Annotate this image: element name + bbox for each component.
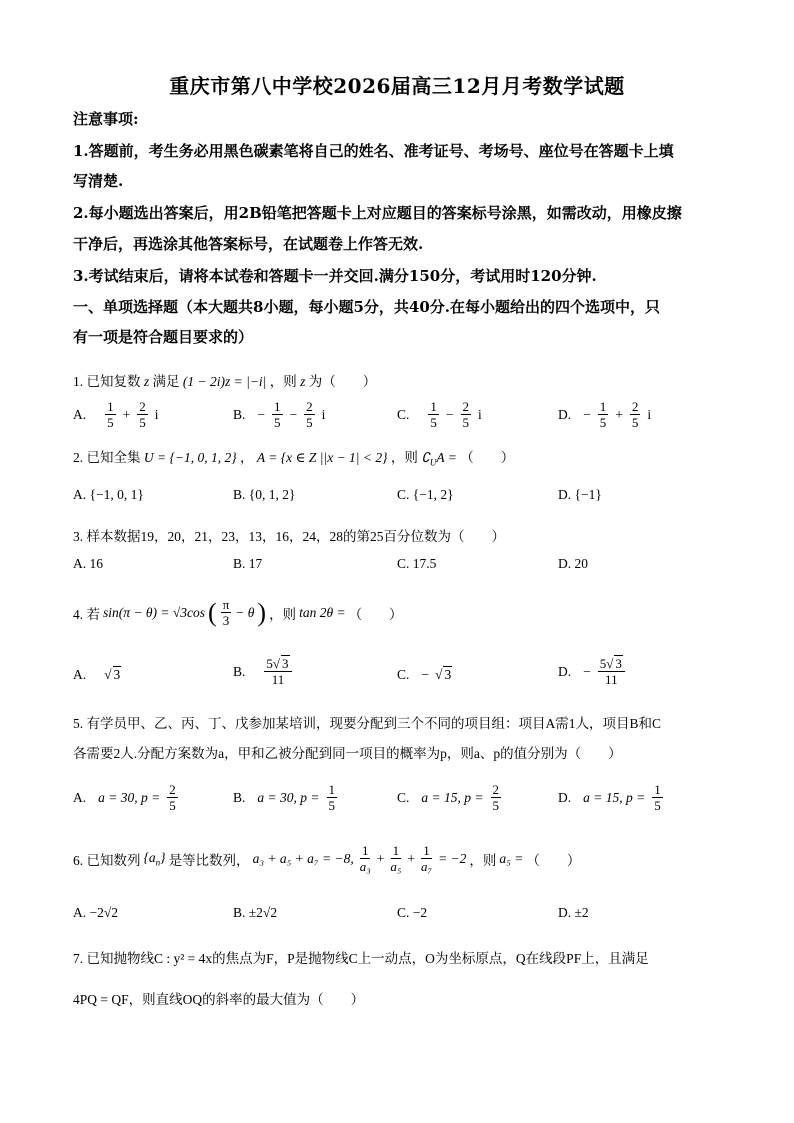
fraction — [105, 400, 116, 429]
operator: − — [289, 406, 298, 422]
complement-symbol: ∁ — [421, 450, 430, 465]
operator: + — [615, 406, 623, 422]
numerator: 1 — [361, 843, 369, 858]
q6-frac-2 — [388, 844, 403, 873]
denominator: a₅ — [390, 859, 402, 874]
fraction — [264, 657, 291, 686]
option-label: A. — [73, 406, 87, 422]
notice-heading: 注意事项: — [73, 110, 139, 128]
radicand: 3 — [113, 667, 121, 682]
q1-equation: (1 − 2i)z = |−i| — [182, 374, 267, 389]
q3-option-c[interactable]: C. 17.5 — [397, 556, 437, 571]
question-5-line-2: 各需要2人.分配方案数为a，甲和乙被分配到同一项目的概率为p，则a、p的值分别为（ ） — [73, 746, 622, 761]
fraction — [428, 400, 439, 429]
fraction — [461, 400, 472, 429]
q2-universal-set: U = {−1, 0, 1, 2} — [143, 450, 237, 465]
option-label: A. — [73, 667, 87, 682]
q4-tail: ，则 — [269, 606, 297, 622]
fraction — [304, 400, 315, 429]
denominator: 5 — [430, 415, 437, 430]
q4-option-b[interactable] — [233, 657, 293, 686]
coefficient: 5 — [266, 656, 273, 671]
q3-options — [73, 556, 733, 586]
q4-end: （ ） — [348, 606, 403, 622]
q6-option-d[interactable]: D. ±2 — [558, 905, 589, 920]
option-expr: a = 30, p = — [98, 789, 161, 805]
fraction — [630, 400, 641, 429]
denominator: 5 — [139, 415, 146, 430]
q6-options — [73, 905, 733, 935]
sqrt: √ 3 — [435, 667, 452, 682]
option-label: A. — [73, 789, 87, 805]
exam-title: 重庆市第八中学校2026届高三12月月考数学试题 — [169, 74, 625, 98]
fraction — [137, 400, 148, 429]
question-5-line-1: 5. 有学员甲、乙、丙、丁、戊参加某培训，现要分配到三个不同的项目组：项目A需1人，项目B和C — [73, 716, 662, 731]
q5-option-c[interactable] — [397, 783, 502, 812]
operator: + — [407, 850, 416, 866]
denominator: a₃ — [359, 859, 371, 874]
q6-option-c[interactable]: C. −2 — [397, 905, 428, 920]
numerator: 2 — [139, 399, 146, 414]
question-4 — [73, 598, 403, 627]
q4-option-d[interactable] — [558, 657, 626, 686]
denominator: a₇ — [421, 859, 433, 874]
q3-option-a[interactable]: A. 16 — [73, 556, 103, 571]
fraction — [598, 400, 609, 429]
q6-mid: 是等比数列， — [168, 852, 250, 868]
option-label: D. — [558, 663, 572, 679]
numerator: 1 — [392, 843, 400, 858]
question-7-line-1: 7. 已知抛物线C : y² = 4x的焦点为F，P是抛物线C上一动点，O为坐标原点，Q在线段PF上，且满足 — [73, 951, 649, 966]
notice-1-line-2: 写清楚. — [73, 172, 124, 190]
denominator: 5 — [328, 798, 335, 813]
option-label: C. — [397, 406, 410, 422]
q4-paren-open: ( — [208, 597, 217, 627]
numerator: 2 — [169, 782, 176, 797]
q6-num: 6. 已知数列 — [73, 852, 141, 868]
numerator: 5√ 3 — [598, 657, 625, 672]
q2-options — [73, 487, 733, 517]
complement-target: A = — [436, 450, 457, 465]
denominator: 5 — [492, 798, 499, 813]
numerator: 1 — [430, 399, 437, 414]
fraction — [491, 783, 502, 812]
notice-2-line-1: 2.每小题选出答案后，用2B铅笔把答题卡上对应题目的答案标号涂黑，如需改动，用橡皮擦 — [73, 204, 682, 222]
q4-paren-close: ) — [257, 597, 267, 627]
numerator: 1 — [654, 782, 661, 797]
section-1-heading-line-1: 一、单项选择题（本大题共8小题，每小题5分，共40分.在每小题给出的四个选项中，只 — [73, 298, 660, 316]
q3-option-d[interactable]: D. 20 — [558, 556, 588, 571]
q1-num: 1. 已知复数 — [73, 374, 141, 389]
q5-option-d[interactable] — [558, 783, 664, 812]
numerator: 5√ 3 — [264, 657, 291, 672]
question-6 — [73, 844, 580, 873]
sqrt: √ 3 — [104, 667, 121, 682]
q3-option-b[interactable]: B. 17 — [233, 556, 263, 571]
numerator: 2 — [631, 399, 639, 414]
question-3: 3. 样本数据19，20，21，23，13，16，24，28的第25百分位数为（ ） — [73, 529, 505, 544]
q5-option-b[interactable] — [233, 783, 338, 812]
radicand: 3 — [444, 667, 452, 682]
option-expr: a = 30, p = — [257, 789, 320, 805]
fraction — [272, 400, 283, 429]
option-sign: − — [421, 667, 430, 682]
q2-complement — [421, 450, 457, 468]
q1-option-b[interactable] — [233, 400, 325, 429]
imag-unit: i — [321, 406, 326, 422]
numerator: π — [222, 597, 230, 612]
denominator: 11 — [605, 672, 618, 687]
question-7-line-2: 4PQ = QF，则直线OQ的斜率的最大值为（ ） — [73, 992, 365, 1007]
imag-unit: i — [154, 406, 159, 422]
q4-fraction — [221, 598, 232, 627]
q6-end: （ ） — [526, 852, 581, 868]
q2-set-a: A = {x ∈ Z ||x − 1| < 2} — [256, 450, 388, 465]
q4-minus-theta: − θ — [235, 604, 255, 620]
q2-option-b[interactable]: B. {0, 1, 2} — [233, 487, 296, 502]
operator: − — [445, 406, 454, 422]
option-label: B. — [233, 789, 246, 805]
q1-option-d[interactable] — [558, 400, 651, 429]
seq-close: } — [160, 849, 166, 865]
q6-tail: ，则 — [469, 852, 497, 868]
denominator: 5 — [462, 415, 470, 430]
option-label: B. — [233, 406, 246, 422]
denominator: 5 — [169, 798, 176, 813]
option-label: C. — [397, 789, 410, 805]
q2-option-a[interactable]: A. {−1, 0, 1} — [73, 487, 144, 502]
notice-2-line-2: 干净后，再选涂其他答案标号，在试题卷上作答无效. — [73, 235, 424, 253]
denominator: 5 — [654, 798, 661, 813]
denominator: 5 — [631, 415, 639, 430]
operator: + — [376, 850, 385, 866]
q1-option-a[interactable] — [73, 400, 159, 429]
option-label: D. — [558, 789, 572, 805]
notice-3: 3.考试结束后，请将本试卷和答题卡一并交回.满分150分，考试用时120分钟. — [73, 267, 597, 285]
q2-num: 2. 已知全集 — [73, 450, 141, 465]
denominator: 5 — [274, 415, 281, 430]
question-2 — [73, 446, 514, 468]
q2-option-c[interactable]: C. {−1, 2} — [397, 487, 454, 502]
denominator: 5 — [107, 415, 114, 430]
option-label: B. — [233, 663, 246, 679]
radicand: 3 — [282, 656, 289, 671]
numerator: 1 — [107, 399, 114, 414]
q6-frac-3 — [419, 844, 434, 873]
radicand: 3 — [615, 656, 622, 671]
question-1 — [73, 370, 376, 390]
option-label: C. — [397, 667, 410, 682]
q1-tail: ，则 — [269, 374, 297, 389]
option-label: D. — [558, 406, 572, 422]
q6-option-a[interactable]: A. −2√2 — [73, 905, 119, 920]
q2-end: （ ） — [460, 450, 515, 465]
numerator: 2 — [492, 782, 499, 797]
fraction — [598, 657, 625, 686]
option-expr: a = 15, p = — [421, 789, 484, 805]
q2-tail: ，则 — [390, 450, 418, 465]
q4-target: tan 2θ = — [299, 604, 346, 620]
imag-unit: i — [647, 406, 652, 422]
q4-lhs: sin(π − θ) = √3cos — [103, 604, 206, 620]
q6-sequence — [144, 850, 166, 868]
q1-options — [73, 400, 733, 430]
q6-sum: a₃ + a₅ + a₇ = −8, — [252, 850, 354, 866]
option-sign: − — [583, 406, 591, 422]
denominator: 5 — [599, 415, 607, 430]
q4-option-a[interactable] — [73, 667, 121, 683]
numerator: 1 — [599, 399, 607, 414]
numerator: 2 — [462, 399, 470, 414]
denominator: 5 — [306, 415, 313, 430]
operator: + — [122, 406, 131, 422]
q1-var: z — [143, 374, 150, 389]
fraction — [167, 783, 178, 812]
complement-subscript: U — [429, 457, 437, 468]
q2-separator: ， — [240, 450, 254, 465]
notice-1-line-1: 1.答题前，考生务必用黑色碳素笔将自己的姓名、准考证号、考场号、座位号在答题卡上填 — [73, 142, 674, 160]
option-sign: − — [257, 406, 266, 422]
q4-options — [73, 657, 733, 697]
q6-option-b[interactable]: B. ±2√2 — [233, 905, 278, 920]
q2-option-d[interactable]: D. {−1} — [558, 487, 602, 502]
q5-option-a[interactable] — [73, 783, 179, 812]
q1-mid: 满足 — [152, 374, 180, 389]
denominator: 11 — [271, 672, 285, 687]
q4-option-c[interactable] — [397, 667, 452, 683]
coefficient: 5 — [599, 656, 607, 671]
denominator: 3 — [222, 613, 230, 628]
q1-var2: z — [300, 374, 306, 389]
numerator: 1 — [274, 399, 281, 414]
fraction — [327, 783, 338, 812]
numerator: 1 — [328, 782, 335, 797]
q1-end: 为（ ） — [308, 374, 377, 389]
q4-num: 4. 若 — [73, 606, 100, 622]
q6-frac-1 — [358, 844, 373, 873]
section-1-heading-line-2: 有一项是符合题目要求的） — [73, 328, 254, 346]
imag-unit: i — [478, 406, 482, 422]
option-sign: − — [583, 663, 591, 679]
q6-eq: = −2 — [438, 850, 467, 866]
q6-target: a₅ = — [499, 850, 524, 866]
fraction — [652, 783, 663, 812]
numerator: 1 — [423, 843, 430, 858]
q5-options — [73, 783, 733, 823]
seq-open: {a — [143, 849, 156, 865]
option-expr: a = 15, p = — [583, 789, 646, 805]
numerator: 2 — [306, 399, 313, 414]
seq-subscript: n — [155, 857, 161, 868]
q1-option-c[interactable] — [397, 400, 482, 429]
